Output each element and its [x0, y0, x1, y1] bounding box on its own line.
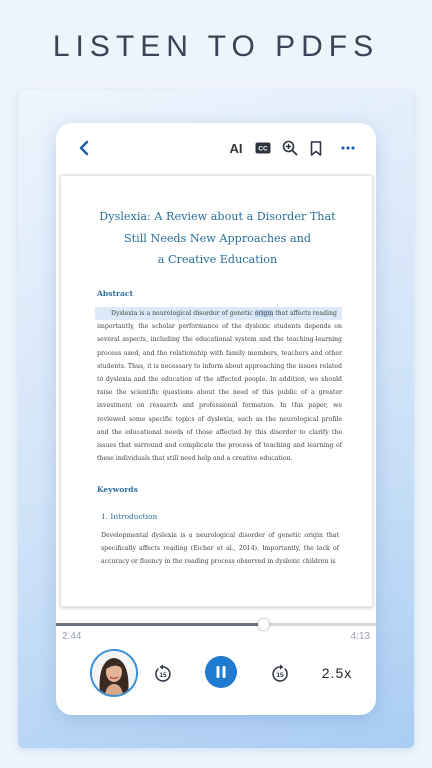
playback-progress-bar[interactable] — [56, 623, 376, 626]
elapsed-time: 2:44 — [62, 631, 82, 642]
pause-icon — [215, 665, 227, 679]
abstract-body — [97, 307, 342, 465]
zoom-in-icon — [282, 140, 298, 156]
current-word-highlight: origin — [254, 310, 274, 317]
abstract-heading: Abstract — [97, 289, 134, 298]
keywords-heading: Keywords — [97, 485, 138, 494]
pause-button[interactable] — [205, 656, 237, 688]
captions-button[interactable] — [253, 137, 273, 159]
back-button[interactable] — [74, 137, 94, 159]
abstract-text: importantly, the scholar performance of the dyslexic students depends on several aspects, including the educational system and the teaching-learning process used, and the relationship with family members, teachers and other students. Thus, it is necessary to inform about approaching the issues related to dyslexia and the education of the affected people. In addition, we should raise the scientific questions about the need of this public of a greater investment on research and professional formation. In this paper, we reviewed some specific topics of dyslexia, such as the neurological profile and the educational needs of those affected by this disorder to clarify the issues that surround and complicate the process of teaching and learning of these individuals that still need help and a creative education. — [97, 323, 342, 463]
zoom-button[interactable] — [279, 137, 301, 159]
progress-thumb[interactable] — [258, 619, 269, 630]
forward-seconds: 15 — [276, 672, 284, 679]
playback-speed-button[interactable]: 2.5x — [321, 665, 353, 681]
more-horizontal-icon — [341, 146, 355, 150]
abstract-line-post: that affects reading — [273, 310, 337, 317]
introduction-body: Developmental dyslexia is a neurological disorder of genetic origin that specifically affects reading (Eicher et al., 2014). Importantly, the lack of accuracy or fluency in the reading process observed in dyslexic children is — [101, 532, 339, 566]
phone-screen — [56, 123, 376, 715]
bookmark-button[interactable] — [306, 137, 326, 159]
headline: LISTEN TO PDFS — [52, 30, 380, 63]
rewind-seconds: 15 — [159, 672, 167, 679]
pdf-page[interactable] — [60, 175, 373, 607]
forward-button[interactable] — [269, 663, 291, 685]
voice-avatar[interactable] — [90, 649, 138, 697]
total-time: 4:13 — [350, 631, 370, 642]
title-line: a Creative Education — [157, 253, 278, 266]
title-line: Dyslexia: A Review about a Disorder That — [99, 210, 336, 223]
ai-button[interactable]: AI — [229, 140, 243, 156]
more-options-button[interactable] — [336, 137, 360, 159]
narrator-portrait — [92, 651, 136, 695]
reader-toolbar — [56, 123, 376, 173]
captions-icon — [255, 142, 271, 154]
document-title — [61, 206, 374, 271]
svg-text:CC: CC — [258, 145, 268, 153]
abstract-line-pre: Dyslexia is a neurological disorder of genetic — [111, 310, 255, 317]
introduction-heading: 1. Introduction — [101, 512, 158, 521]
rewind-button[interactable] — [152, 663, 174, 685]
rewind-15-icon — [152, 663, 174, 685]
bookmark-icon — [310, 141, 322, 156]
forward-15-icon — [269, 663, 291, 685]
current-sentence-highlight — [95, 307, 342, 320]
progress-fill — [56, 623, 263, 626]
chevron-left-icon — [78, 140, 90, 156]
title-line: Still Needs New Approaches and — [123, 231, 312, 245]
